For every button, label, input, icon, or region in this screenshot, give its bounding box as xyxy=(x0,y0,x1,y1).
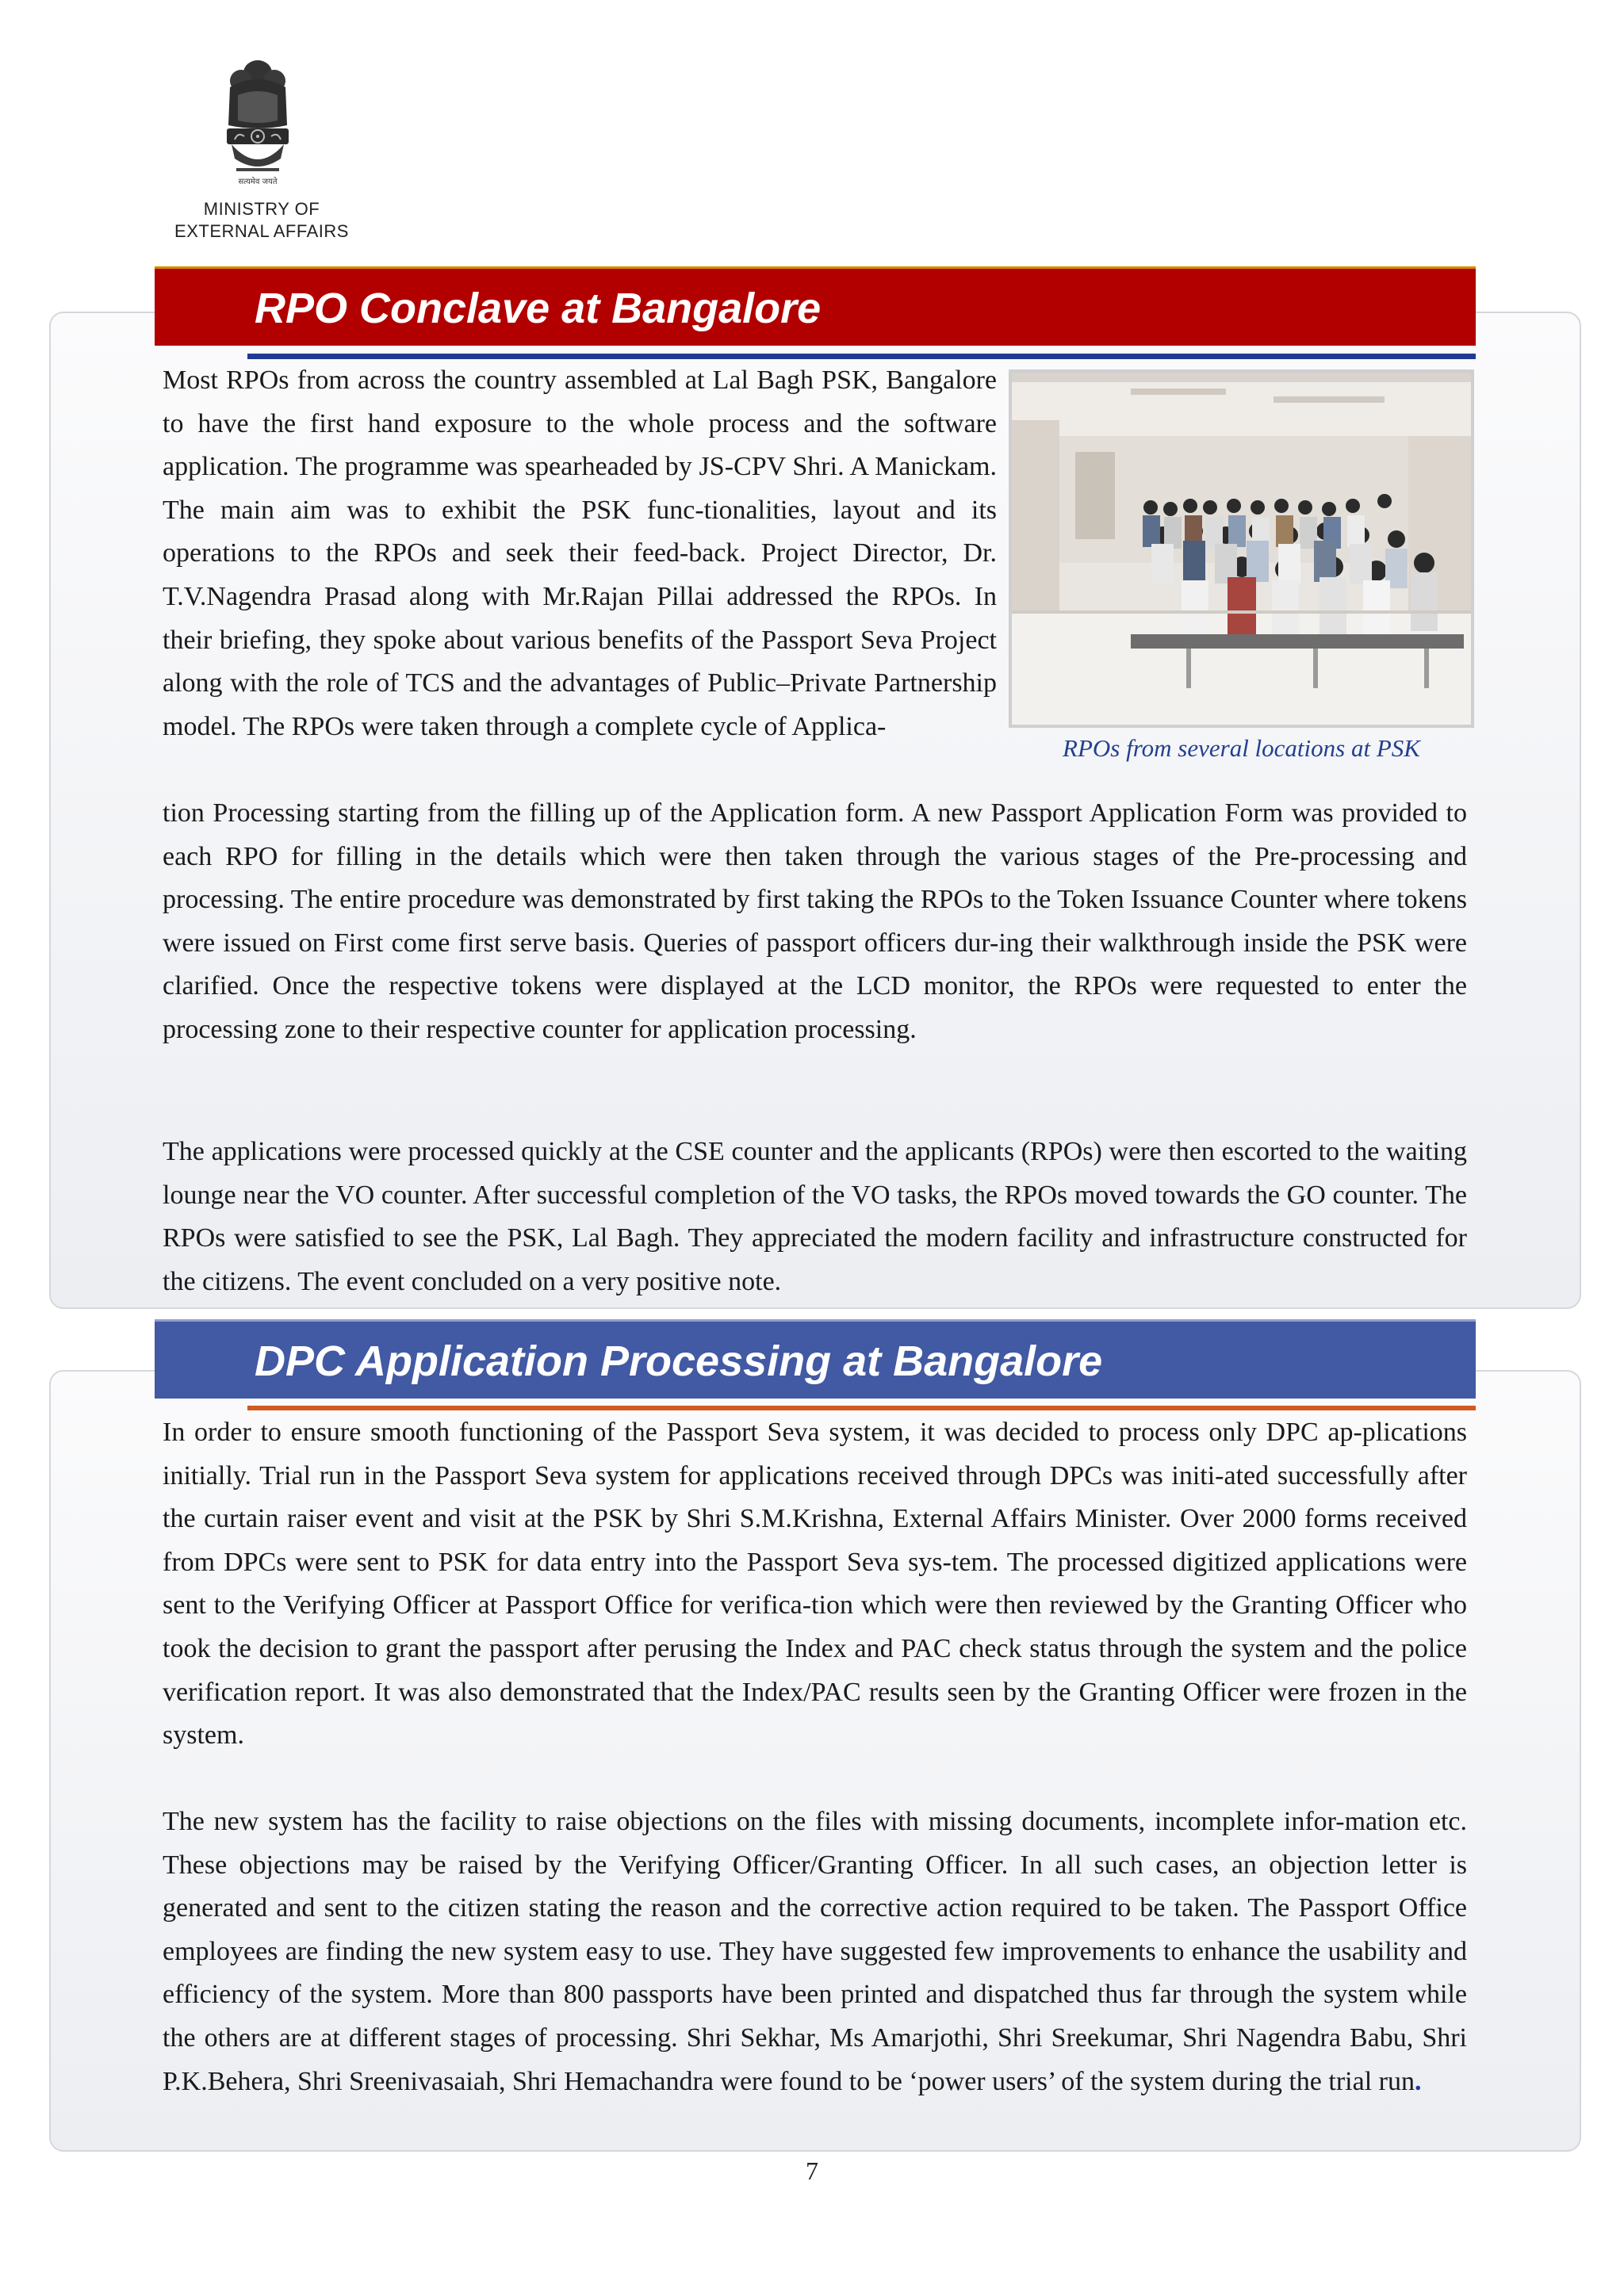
dpc-paragraph-2-end: . xyxy=(1414,2066,1422,2096)
section-dpc-title-rule xyxy=(247,1406,1476,1410)
section-rpo-title: RPO Conclave at Bangalore xyxy=(155,266,1476,346)
rpo-photo-caption: RPOs from several locations at PSK xyxy=(1063,734,1420,762)
section-rpo-title-rule xyxy=(247,354,1476,359)
ministry-line-2: EXTERNAL AFFAIRS xyxy=(174,221,349,241)
dpc-paragraph-1: In order to ensure smooth functioning of the Passport Seva system, it was decided to process only DPC ap-plications initially. Trial run in the Passport Seva system for applications received through DPCs was initi-ated successfully after the curtain raiser event and visit at the PSK by Shri S.M.Krishna, External Affairs Minister. Over 2000 forms received from DPCs were sent to PSK for data entry into the Passport Seva sys-tem. The processed digitized applications were sent to the Verifying Officer at Passport Office for verifica-tion which were then reviewed by the Granting Officer who took the decision to grant the passport after perusing the Index and PAC check status through the system and the police verification report. It was also demonstrated that the Index/PAC results seen by the Granting Officer were frozen in the system. xyxy=(163,1418,1467,1751)
dpc-paragraph-2-text: The new system has the facility to raise objections on the files with missing documents, incomplete infor-mation etc. These objections may be raised by the Verifying Officer/Granting Officer. In all such cases, an objection letter is generated and sent to the citizen stating the reason and the corrective action required to be taken. The Passport Office employees are finding the new system easy to use. They have suggested few improvements to enhance the usability and efficiency of the system. More than 800 passports have been printed and dispatched thus far through the system while the others are at different stages of processing. Shri Sekhar, Ms Amarjothi, Shri Sreekumar, Shri Nagendra Babu, Shri P.K.Behera, Shri Sreenivasaiah, Shri Hemachandra were found to be ‘power users’ of the system during the trial run xyxy=(163,1807,1467,2096)
rpo-photo xyxy=(1009,369,1474,728)
ministry-label xyxy=(151,198,373,243)
ministry-line-1: MINISTRY OF xyxy=(203,199,320,219)
national-emblem-icon xyxy=(214,55,301,190)
page-number: 7 xyxy=(806,2156,818,2185)
svg-text:सत्यमेव जयते: सत्यमेव जयते xyxy=(238,178,278,186)
section-dpc-title: DPC Application Processing at Bangalore xyxy=(155,1319,1476,1399)
rpo-paragraph-2: The applications were processed quickly at the CSE counter and the applicants (RPOs) were then escorted to the waiting lounge near the VO counter. After successful completion of the VO tasks, the RPOs moved towards the GO counter. The RPOs were satisfied to see the PSK, Lal Bagh. They appreciated the modern facility and infrastructure constructed for the citizens. The event concluded on a very positive note. xyxy=(163,1137,1467,1296)
rpo-paragraph-1-top: Most RPOs from across the country assembled at Lal Bagh PSK, Bangalore to have the first hand exposure to the whole process and the software application. The programme was spearheaded by JS-CPV Shri. A Manickam. The main aim was to exhibit the PSK func-tionalities, layout and its operations to the RPOs and seek their feed-back. Project Director, Dr. T.V.Nagendra Prasad along with Mr.Rajan Pillai addressed the RPOs. In their briefing, they spoke about various benefits of the Passport Seva Project along with the role of TCS and the advantages of Public–Private Partnership model. The RPOs were taken through a complete cycle of Applica- xyxy=(163,365,997,741)
rpo-photo-image xyxy=(1012,373,1471,725)
rpo-paragraph-1-bottom: tion Processing starting from the filling up of the Application form. A new Passport Application Form was provided to each RPO for filling in the details which were then taken through the various stages of the Pre-processing and processing. The entire procedure was demonstrated by first taking the RPOs to the Token Issuance Counter where tokens were issued on First come first serve basis. Queries of passport officers dur-ing their walkthrough inside the PSK were clarified. Once the respective tokens were displayed at the LCD monitor, the RPOs were requested to enter the processing zone to their respective counter for application processing. xyxy=(163,798,1467,1044)
dpc-paragraph-2 xyxy=(163,1800,1467,2103)
